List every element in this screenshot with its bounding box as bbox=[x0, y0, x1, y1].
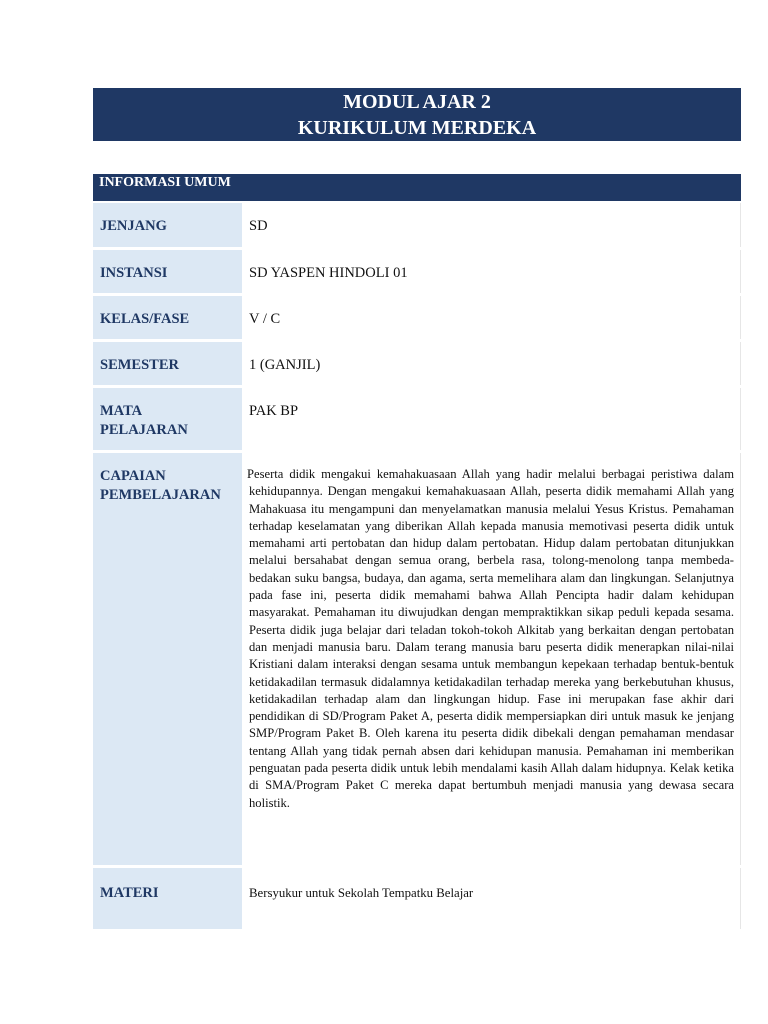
document-title-banner bbox=[93, 88, 741, 141]
info-row-jenjang bbox=[93, 203, 741, 250]
row-label-line: MATA bbox=[100, 403, 143, 419]
info-row-instansi bbox=[93, 250, 741, 296]
row-label: JENJANG bbox=[93, 203, 242, 250]
info-row-materi bbox=[93, 868, 741, 929]
row-value: V / C bbox=[242, 296, 741, 342]
row-label-line: CAPAIAN bbox=[100, 468, 166, 484]
row-label: INSTANSI bbox=[93, 250, 242, 296]
row-label-line: PEMBELAJARAN bbox=[100, 487, 221, 503]
title-line-2: KURIKULUM MERDEKA bbox=[297, 116, 537, 139]
learning-outcomes-paragraph: Peserta didik mengakui kemahakuasaan Allah yang hadir melalui berbagai peristiwa dalam kehidupannya. Dengan mengakui kemahakuasaan Allah, peserta didik memahami Allah yang Mahakuasa itu mengampuni dan menyelamatkan manusia melalui Yesus Kristus. Pemahaman terhadap keselamatan yang diberikan Allah kepada manusia memotivasi peserta didik untuk memahami arti pertobatan dan hidup dalam pertobatan. Hidup dalam pertobatan ditunjukkan melalui bersahabat dengan semua orang, berbela rasa, tolong-menolong tanpa membeda-bedakan suku bangsa, budaya, dan agama, serta memelihara alam dan lingkungan. Selanjutnya pada fase ini, peserta didik memahami bahwa Allah Pencipta hadir dalam kehidupan masyarakat. Pemahaman itu diwujudkan dengan mempraktikkan sikap peduli kepada sesama. Peserta didik juga belajar dari teladan tokoh-tokoh Alkitab yang berkaitan dengan pertobatan dan menjadi manusia baru. Dalam terang manusia baru peserta didik menerapkan nilai-nilai Kristiani dalam interaksi dengan sesama untuk membangun kepekaan terhadap bentuk-bentuk ketidakadilan termasuk didalamnya ketidakadilan terhadap mereka yang berkebutuhan khusus, ketidakadilan terhadap alam dan lingkungan hidup. Fase ini merupakan fase akhir dari pendidikan di SD/Program Paket A, peserta didik mempersiapkan diri untuk masuk ke jenjang SMP/Program Paket B. Oleh karena itu peserta didik dibekali dengan pemahaman mendasar tentang Allah yang tidak pernah absen dari kehidupan manusia. Pemahaman ini memberikan penguatan pada peserta didik untuk lebih mendalami kasih Allah dalam hidupnya. Kelak ketika di SMA/Program Paket C mereka dapat bertumbuh menjadi manusia yang dewasa secara holistik. bbox=[242, 453, 741, 868]
row-label: KELAS/FASE bbox=[93, 296, 242, 342]
row-value: Bersyukur untuk Sekolah Tempatku Belajar bbox=[242, 868, 741, 929]
row-value: 1 (GANJIL) bbox=[242, 342, 741, 388]
row-label bbox=[93, 388, 242, 453]
row-value: PAK BP bbox=[242, 388, 741, 453]
info-row-semester bbox=[93, 342, 741, 388]
row-value: SD bbox=[242, 203, 741, 250]
title-line-1: MODUL AJAR 2 bbox=[343, 90, 491, 113]
row-label-line: PELAJARAN bbox=[100, 422, 188, 438]
row-label: SEMESTER bbox=[93, 342, 242, 388]
info-row-capaian-pembelajaran bbox=[93, 453, 741, 868]
row-label: MATERI bbox=[93, 868, 242, 929]
info-row-mata-pelajaran bbox=[93, 388, 741, 453]
section-header-informasi-umum: INFORMASI UMUM bbox=[93, 174, 741, 201]
row-label bbox=[93, 453, 242, 868]
info-row-kelas-fase bbox=[93, 296, 741, 342]
row-value: SD YASPEN HINDOLI 01 bbox=[242, 250, 741, 296]
